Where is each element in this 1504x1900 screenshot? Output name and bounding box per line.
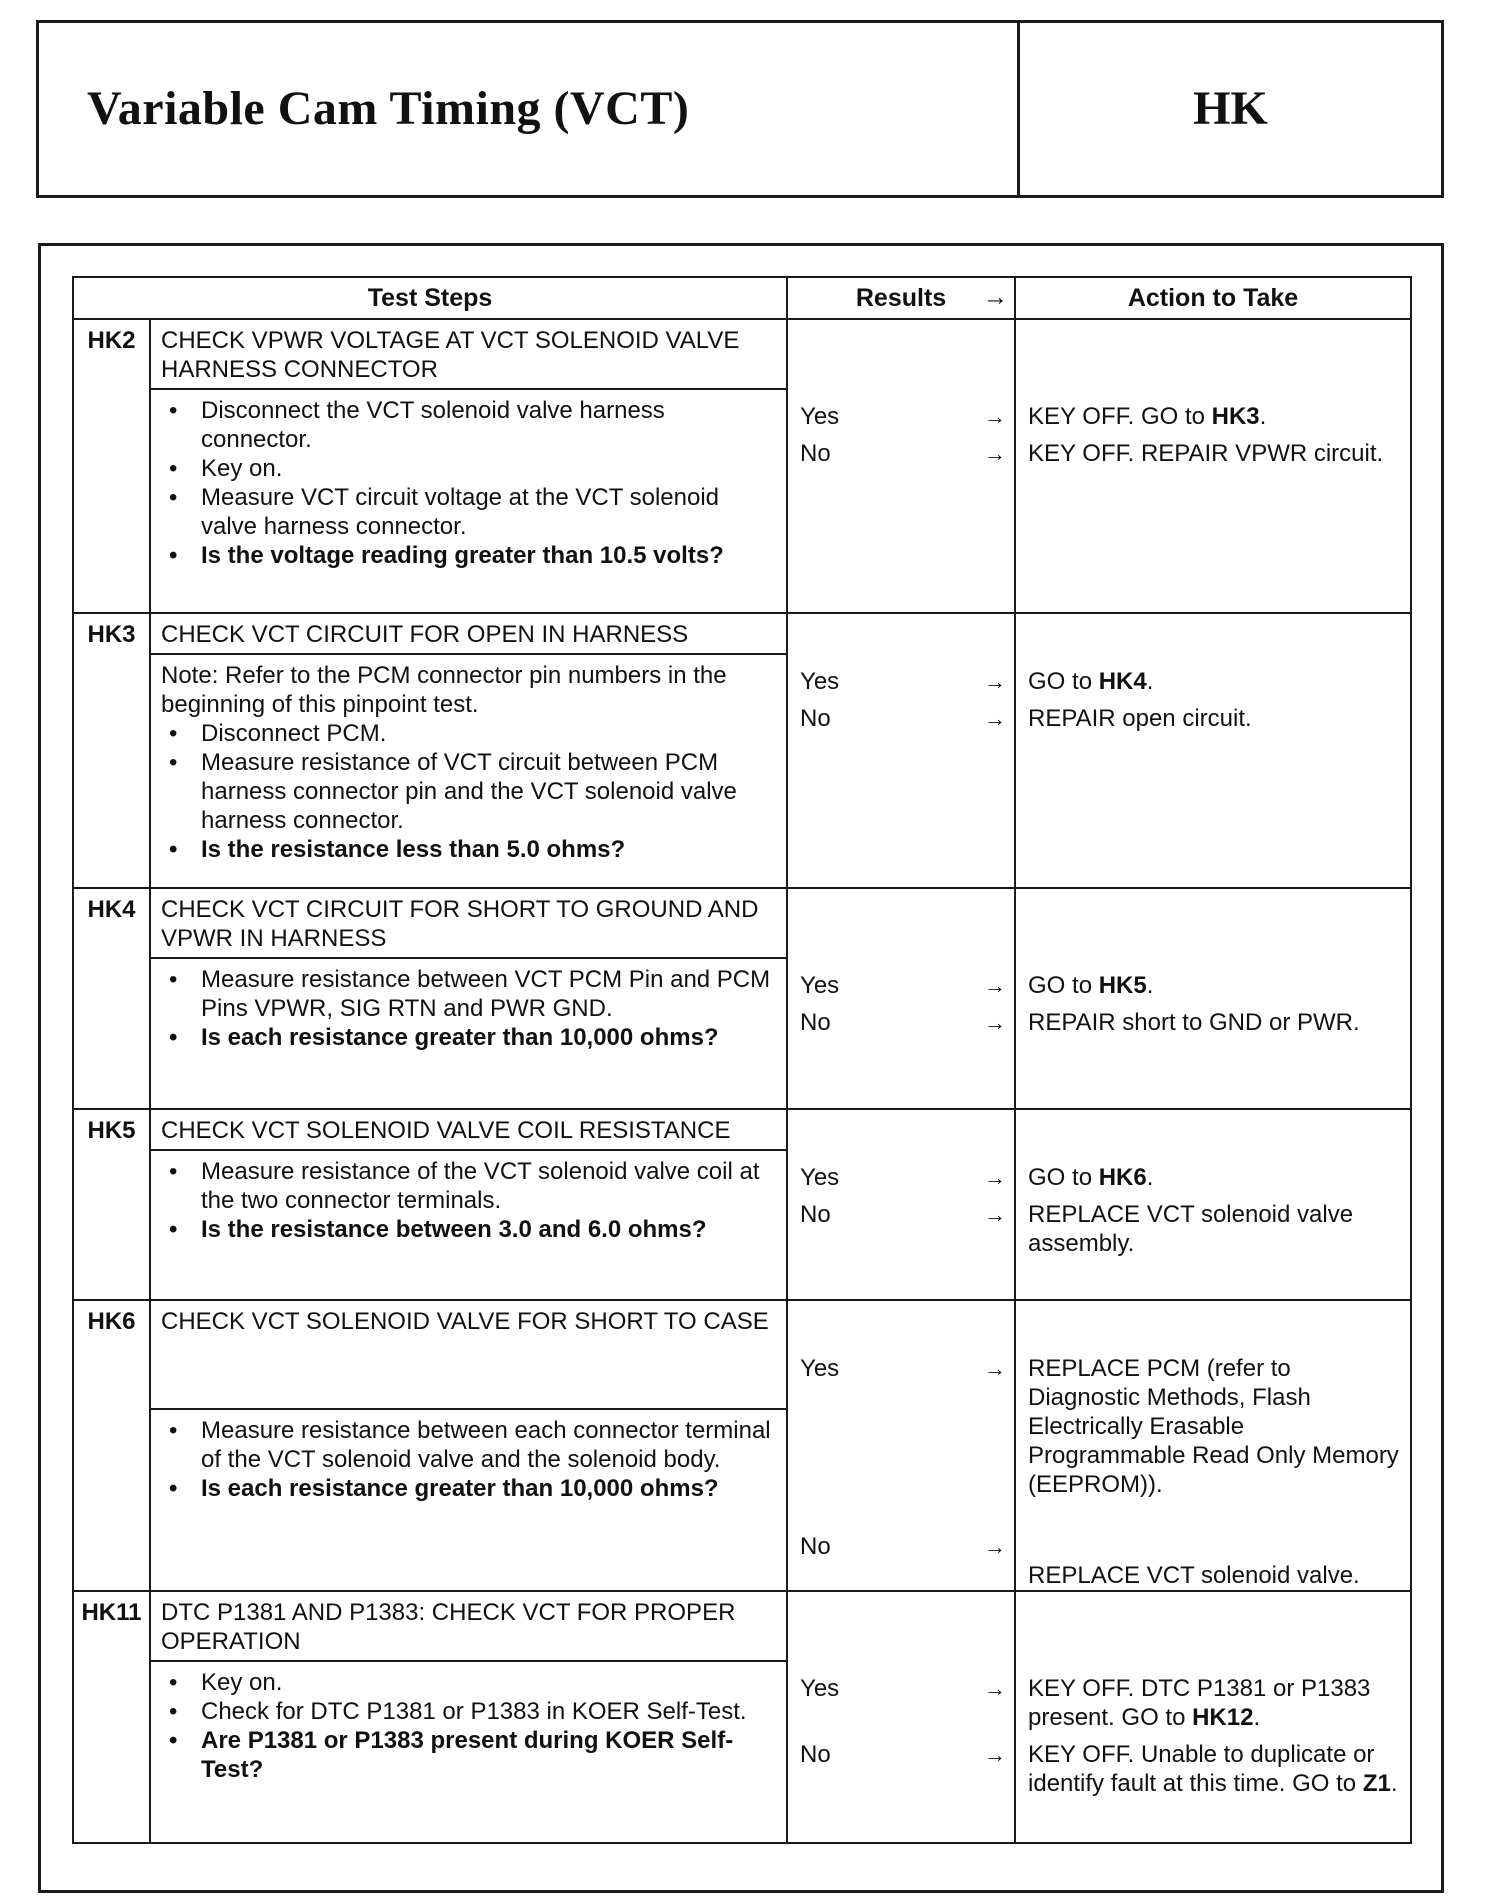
action-step-ref: HK5 [1098,972,1147,999]
action-text: KEY OFF. Unable to duplicate or identify fault at this time. GO to Z1. [1028,1741,1398,1797]
step-bullets [161,1416,776,1503]
step-bullets [161,1157,776,1244]
action-text: REPLACE PCM (refer to Diagnostic Methods, Flash Electrically Erasable Programmable Read Only Memory (EEPROM)). [1028,1355,1399,1498]
arrow-right-icon: → [984,404,1007,429]
results-cell [787,1300,1015,1591]
step-code-spacer [73,389,150,613]
arrow-right-icon: → [984,441,1007,466]
step-bullet: • Measure resistance of the VCT solenoid valve coil at the two connector terminals. [161,1157,776,1215]
result-row [788,1740,1014,1769]
action-gap [1016,1192,1410,1200]
table-header-row [73,277,1411,319]
result-row [788,1200,1014,1229]
step-code-spacer [73,958,150,1109]
result-label: Yes [800,972,840,999]
action-step-ref: HK6 [1098,1164,1147,1191]
results-cell [787,888,1015,1109]
results-cell [787,319,1015,613]
step-instructions [150,1150,787,1300]
steps-body [73,319,1411,1843]
results-list [788,889,1014,1037]
action-step-ref: HK3 [1211,403,1260,430]
step-title-row [73,1109,1411,1150]
step-instructions [150,654,787,888]
step-code-spacer [73,1409,150,1591]
step-title: CHECK VCT SOLENOID VALVE COIL RESISTANCE [150,1109,787,1150]
action-step-ref: HK12 [1192,1704,1254,1731]
pinpoint-test-table [72,276,1412,1844]
arrow-right-icon: → [984,973,1007,998]
step-code: HK3 [73,613,150,654]
actions-list [1016,614,1410,733]
results-cell [787,613,1015,888]
actions-list [1016,1592,1410,1798]
result-label: No [800,1009,831,1036]
result-label: Yes [800,1355,840,1382]
action-step-ref: Z1 [1362,1770,1391,1797]
arrow-right-icon: → [984,669,1007,694]
results-list [788,1301,1014,1561]
step-code-spacer [73,654,150,888]
action-text: REPAIR short to GND or PWR. [1028,1009,1360,1036]
action-text: KEY OFF. GO to HK3. [1028,403,1267,430]
step-bullets [161,1668,776,1784]
actions-list [1016,889,1410,1037]
step-instructions [150,1409,787,1591]
result-gap [788,696,1014,704]
action-text: REPAIR open circuit. [1028,705,1252,732]
result-row [788,1008,1014,1037]
step-title: CHECK VCT CIRCUIT FOR SHORT TO GROUND AND VPWR IN HARNESS [150,888,787,958]
result-label: No [800,1741,831,1768]
result-label: Yes [800,668,840,695]
arrow-right-icon: → [984,1676,1007,1701]
action-text: REPLACE VCT solenoid valve. [1028,1562,1360,1589]
action-text: GO to HK4. [1028,668,1154,695]
step-code-spacer [73,1150,150,1300]
action-text: KEY OFF. REPAIR VPWR circuit. [1028,440,1384,467]
result-gap [788,1383,1014,1532]
action-cell [1015,1109,1411,1300]
actions-list [1016,320,1410,468]
page-header [36,20,1444,198]
results-list [788,320,1014,468]
result-label: Yes [800,1675,840,1702]
header-results-label: Results [855,283,947,312]
actions-list [1016,1301,1410,1590]
step-bullet: • Measure resistance between each connector terminal of the VCT solenoid valve and the solenoid body. [161,1416,776,1474]
step-instructions [150,1661,787,1843]
step-title-row [73,1591,1411,1661]
step-bullet: • Measure resistance between VCT PCM Pin and PCM Pins VPWR, SIG RTN and PWR GND. [161,965,776,1023]
page-title: Variable Cam Timing (VCT) [87,82,690,135]
result-row [788,1354,1014,1383]
arrow-right-icon: → [984,1356,1007,1381]
results-list [788,1592,1014,1769]
section-code: HK [1193,82,1268,135]
action-text: GO to HK5. [1028,972,1154,999]
step-title-row [73,319,1411,389]
result-row [788,704,1014,733]
step-bullet: • Measure resistance of VCT circuit between PCM harness connector pin and the VCT solenoid valve harness connector. [161,748,776,835]
actions-list [1016,1110,1410,1258]
step-code: HK2 [73,319,150,389]
step-bullets [161,396,776,570]
action-text: GO to HK6. [1028,1164,1154,1191]
action-text: KEY OFF. DTC P1381 or P1383 present. GO to HK12. [1028,1675,1371,1731]
arrow-right-icon: → [984,1742,1007,1767]
result-row [788,667,1014,696]
step-title-row [73,888,1411,958]
step-question: • Is the resistance between 3.0 and 6.0 ohms? [161,1215,776,1244]
step-title-row [73,1300,1411,1409]
result-row [788,439,1014,468]
arrow-right-icon: → [984,1202,1007,1227]
arrow-right-icon: → [984,706,1007,731]
header-results [787,277,1015,319]
step-instructions [150,958,787,1109]
result-label: Yes [800,403,840,430]
step-question: • Is the voltage reading greater than 10.5 volts? [161,541,776,570]
step-bullet: • Disconnect the VCT solenoid valve harness connector. [161,396,776,454]
step-bullet: • Disconnect PCM. [161,719,776,748]
result-label: No [800,1533,831,1560]
result-row [788,1163,1014,1192]
action-cell [1015,1591,1411,1843]
arrow-right-icon: → [984,1165,1007,1190]
action-text: REPLACE VCT solenoid valve assembly. [1028,1201,1354,1257]
result-gap [788,431,1014,439]
result-label: Yes [800,1164,840,1191]
result-row [788,402,1014,431]
arrow-right-icon: → [984,1534,1007,1559]
step-question: • Are P1381 or P1383 present during KOER Self-Test? [161,1726,776,1784]
header-action: Action to Take [1015,277,1411,319]
step-title: CHECK VCT SOLENOID VALVE FOR SHORT TO CASE [150,1300,787,1409]
action-gap [1016,1000,1410,1008]
result-label: No [800,705,831,732]
step-question: • Is each resistance greater than 10,000 ohms? [161,1474,776,1503]
result-label: No [800,440,831,467]
result-row [788,1674,1014,1703]
action-cell [1015,1300,1411,1591]
step-bullet: • Measure VCT circuit voltage at the VCT solenoid valve harness connector. [161,483,776,541]
action-cell [1015,319,1411,613]
header-test-steps: Test Steps [73,277,787,319]
result-row [788,971,1014,1000]
step-title-row [73,613,1411,654]
result-gap [788,1192,1014,1200]
step-note: Note: Refer to the PCM connector pin numbers in the beginning of this pinpoint test. [161,662,727,718]
step-bullet: • Check for DTC P1381 or P1383 in KOER Self-Test. [161,1697,776,1726]
results-list [788,1110,1014,1229]
action-cell [1015,613,1411,888]
arrow-right-icon: → [983,283,1009,311]
result-gap [788,1703,1014,1740]
results-list [788,614,1014,733]
result-gap [788,1000,1014,1008]
result-label: No [800,1201,831,1228]
action-gap [1016,1499,1410,1561]
results-cell [787,1591,1015,1843]
action-gap [1016,431,1410,439]
step-bullets [161,719,776,864]
action-gap [1016,696,1410,704]
arrow-right-icon: → [984,1010,1007,1035]
step-code: HK5 [73,1109,150,1150]
step-question: • Is each resistance greater than 10,000 ohms? [161,1023,776,1052]
action-gap [1016,1732,1410,1740]
step-bullets [161,965,776,1052]
step-instructions [150,389,787,613]
step-code: HK4 [73,888,150,958]
step-bullet: • Key on. [161,454,776,483]
action-step-ref: HK4 [1098,668,1147,695]
step-title: CHECK VCT CIRCUIT FOR OPEN IN HARNESS [150,613,787,654]
action-cell [1015,888,1411,1109]
step-title: DTC P1381 AND P1383: CHECK VCT FOR PROPER OPERATION [150,1591,787,1661]
results-cell [787,1109,1015,1300]
step-bullet: • Key on. [161,1668,776,1697]
step-code: HK11 [73,1591,150,1661]
step-code-spacer [73,1661,150,1843]
result-row [788,1532,1014,1561]
step-code: HK6 [73,1300,150,1409]
step-question: • Is the resistance less than 5.0 ohms? [161,835,776,864]
step-title: CHECK VPWR VOLTAGE AT VCT SOLENOID VALVE HARNESS CONNECTOR [150,319,787,389]
